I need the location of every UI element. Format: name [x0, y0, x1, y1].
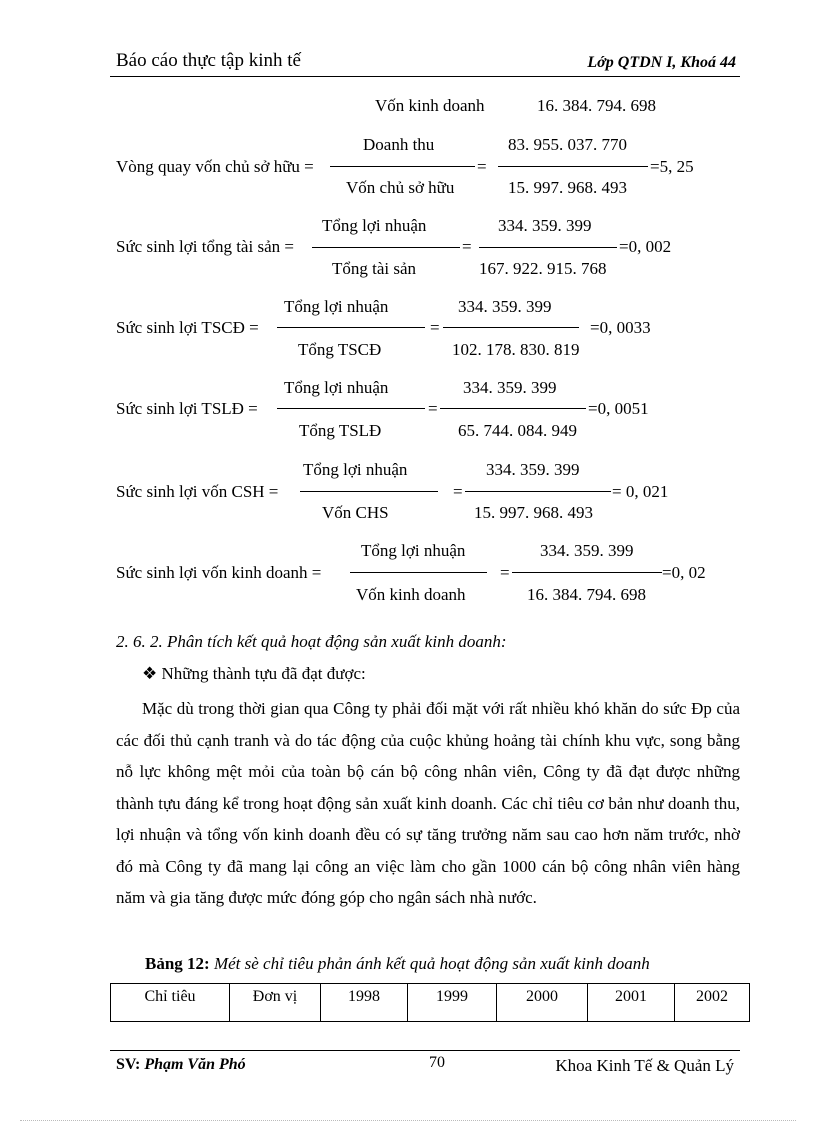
page-edge — [20, 1120, 796, 1121]
equals-sign: = — [428, 399, 438, 418]
formula-denominator-value: 16. 384. 794. 698 — [527, 585, 646, 604]
top-line-value: 16. 384. 794. 698 — [537, 96, 656, 115]
formula-numerator: Tổng lợi nhuận — [361, 541, 466, 560]
formula-label: Sức sinh lợi vốn kinh doanh = — [116, 563, 322, 582]
formula-numerator: Tổng lợi nhuận — [303, 460, 408, 479]
formula-denominator: Vốn CHS — [322, 503, 389, 522]
header-rule — [110, 76, 740, 77]
formula-denominator: Tổng tài sản — [332, 259, 417, 278]
fraction-bar — [350, 572, 487, 573]
table-caption-label: Bảng 12: — [145, 954, 210, 973]
results-table — [110, 983, 750, 1022]
table-caption-text: Mét sè chỉ tiêu phản ánh kết quả hoạt động sản xuất kinh doanh — [213, 954, 650, 973]
formula-denominator-value: 15. 997. 968. 493 — [508, 178, 627, 197]
section-title: 2. 6. 2. Phân tích kết quả hoạt động sản xuất kinh doanh: — [116, 632, 507, 651]
fraction-bar — [443, 327, 579, 328]
footer-student — [116, 1056, 246, 1074]
table-header-row — [111, 984, 750, 1022]
formula-numerator: Doanh thu — [363, 135, 435, 154]
formula-result: =5, 25 — [650, 157, 694, 176]
equals-sign: = — [430, 318, 440, 337]
formula-numerator: Tổng lợi nhuận — [284, 297, 389, 316]
fraction-bar — [512, 572, 662, 573]
formula-numerator-value: 334. 359. 399 — [458, 297, 552, 316]
formula-numerator-value: 83. 955. 037. 770 — [508, 135, 627, 154]
formula-numerator: Tổng lợi nhuận — [322, 216, 427, 235]
footer-faculty: Khoa Kinh Tế & Quản Lý — [555, 1056, 734, 1075]
equals-sign: = — [477, 157, 487, 176]
footer-student-label: SV: — [116, 1056, 141, 1073]
table-caption — [145, 954, 650, 974]
equals-sign: = — [453, 482, 463, 501]
footer-rule — [110, 1050, 740, 1051]
footer-student-name: Phạm Văn Phó — [144, 1056, 246, 1073]
formula-numerator-value: 334. 359. 399 — [498, 216, 592, 235]
page-number: 70 — [429, 1054, 445, 1071]
formula-numerator-value: 334. 359. 399 — [540, 541, 634, 560]
table-header-cell: 1999 — [408, 984, 497, 1022]
formula-denominator: Tổng TSLĐ — [299, 421, 382, 440]
fraction-bar — [498, 166, 648, 167]
fraction-bar — [277, 327, 425, 328]
formula-result: =0, 0033 — [590, 318, 651, 337]
table-header-cell: 2001 — [588, 984, 675, 1022]
fraction-bar — [440, 408, 586, 409]
formula-label: Sức sinh lợi TSLĐ = — [116, 399, 258, 418]
fraction-bar — [312, 247, 460, 248]
formula-label: Sức sinh lợi tổng tài sản = — [116, 237, 294, 256]
formula-denominator-value: 15. 997. 968. 493 — [474, 503, 593, 522]
formula-denominator: Tổng TSCĐ — [298, 340, 382, 359]
equals-sign: = — [462, 237, 472, 256]
formula-denominator-value: 167. 922. 915. 768 — [479, 259, 607, 278]
formula-label: Vòng quay vốn chủ sở hữu = — [116, 157, 314, 176]
fraction-bar — [330, 166, 475, 167]
equals-sign: = — [500, 563, 510, 582]
header-title: Báo cáo thực tập kinh tế — [116, 50, 301, 71]
formula-denominator-value: 102. 178. 830. 819 — [452, 340, 580, 359]
formula-result: =0, 0051 — [588, 399, 649, 418]
formula-result: = 0, 021 — [612, 482, 669, 501]
formula-denominator-value: 65. 744. 084. 949 — [458, 421, 577, 440]
table-header-cell: Chỉ tiêu — [111, 984, 230, 1022]
fraction-bar — [277, 408, 425, 409]
formula-denominator: Vốn chủ sở hữu — [346, 178, 455, 197]
header-class: Lớp QTDN I, Khoá 44 — [587, 54, 736, 71]
table-header-cell: 2002 — [675, 984, 750, 1022]
fraction-bar — [479, 247, 617, 248]
table-header-cell: 2000 — [497, 984, 588, 1022]
formula-label: Sức sinh lợi TSCĐ = — [116, 318, 259, 337]
formula-numerator: Tổng lợi nhuận — [284, 378, 389, 397]
formula-result: =0, 02 — [662, 563, 706, 582]
formula-denominator: Vốn kinh doanh — [356, 585, 466, 604]
formula-numerator-value: 334. 359. 399 — [463, 378, 557, 397]
formula-result: =0, 002 — [619, 237, 672, 256]
table-header-cell: Đơn vị — [230, 984, 321, 1022]
fraction-bar — [465, 491, 611, 492]
table-header-cell: 1998 — [321, 984, 408, 1022]
formula-numerator-value: 334. 359. 399 — [486, 460, 580, 479]
top-line-label: Vốn kinh doanh — [375, 96, 485, 115]
body-paragraph: Mặc dù trong thời gian qua Công ty phải đối mặt với rất nhiều khó khăn do sức Ðp của các đối thủ cạnh tranh và do tác động của cuộc khủng hoảng tài chính khu vực, song bằng nỗ lực không mệt mỏi của toàn bộ cán bộ công nhân viên, Công ty đã đạt được những thành tựu đáng kể trong hoạt động sản xuất kinh doanh. Các chỉ tiêu cơ bản như doanh thu, lợi nhuận và tổng vốn kinh doanh đều có sự tăng trưởng năm sau cao hơn năm trước, nhờ đó mà Công ty đã mang lại công an việc làm cho gần 1000 cán bộ công nhân viên hàng năm và gia tăng được mức đóng góp cho ngân sách nhà nước. — [116, 699, 740, 907]
bullet-heading: ❖ Những thành tựu đã đạt được: — [142, 664, 366, 683]
formula-label: Sức sinh lợi vốn CSH = — [116, 482, 279, 501]
fraction-bar — [300, 491, 438, 492]
